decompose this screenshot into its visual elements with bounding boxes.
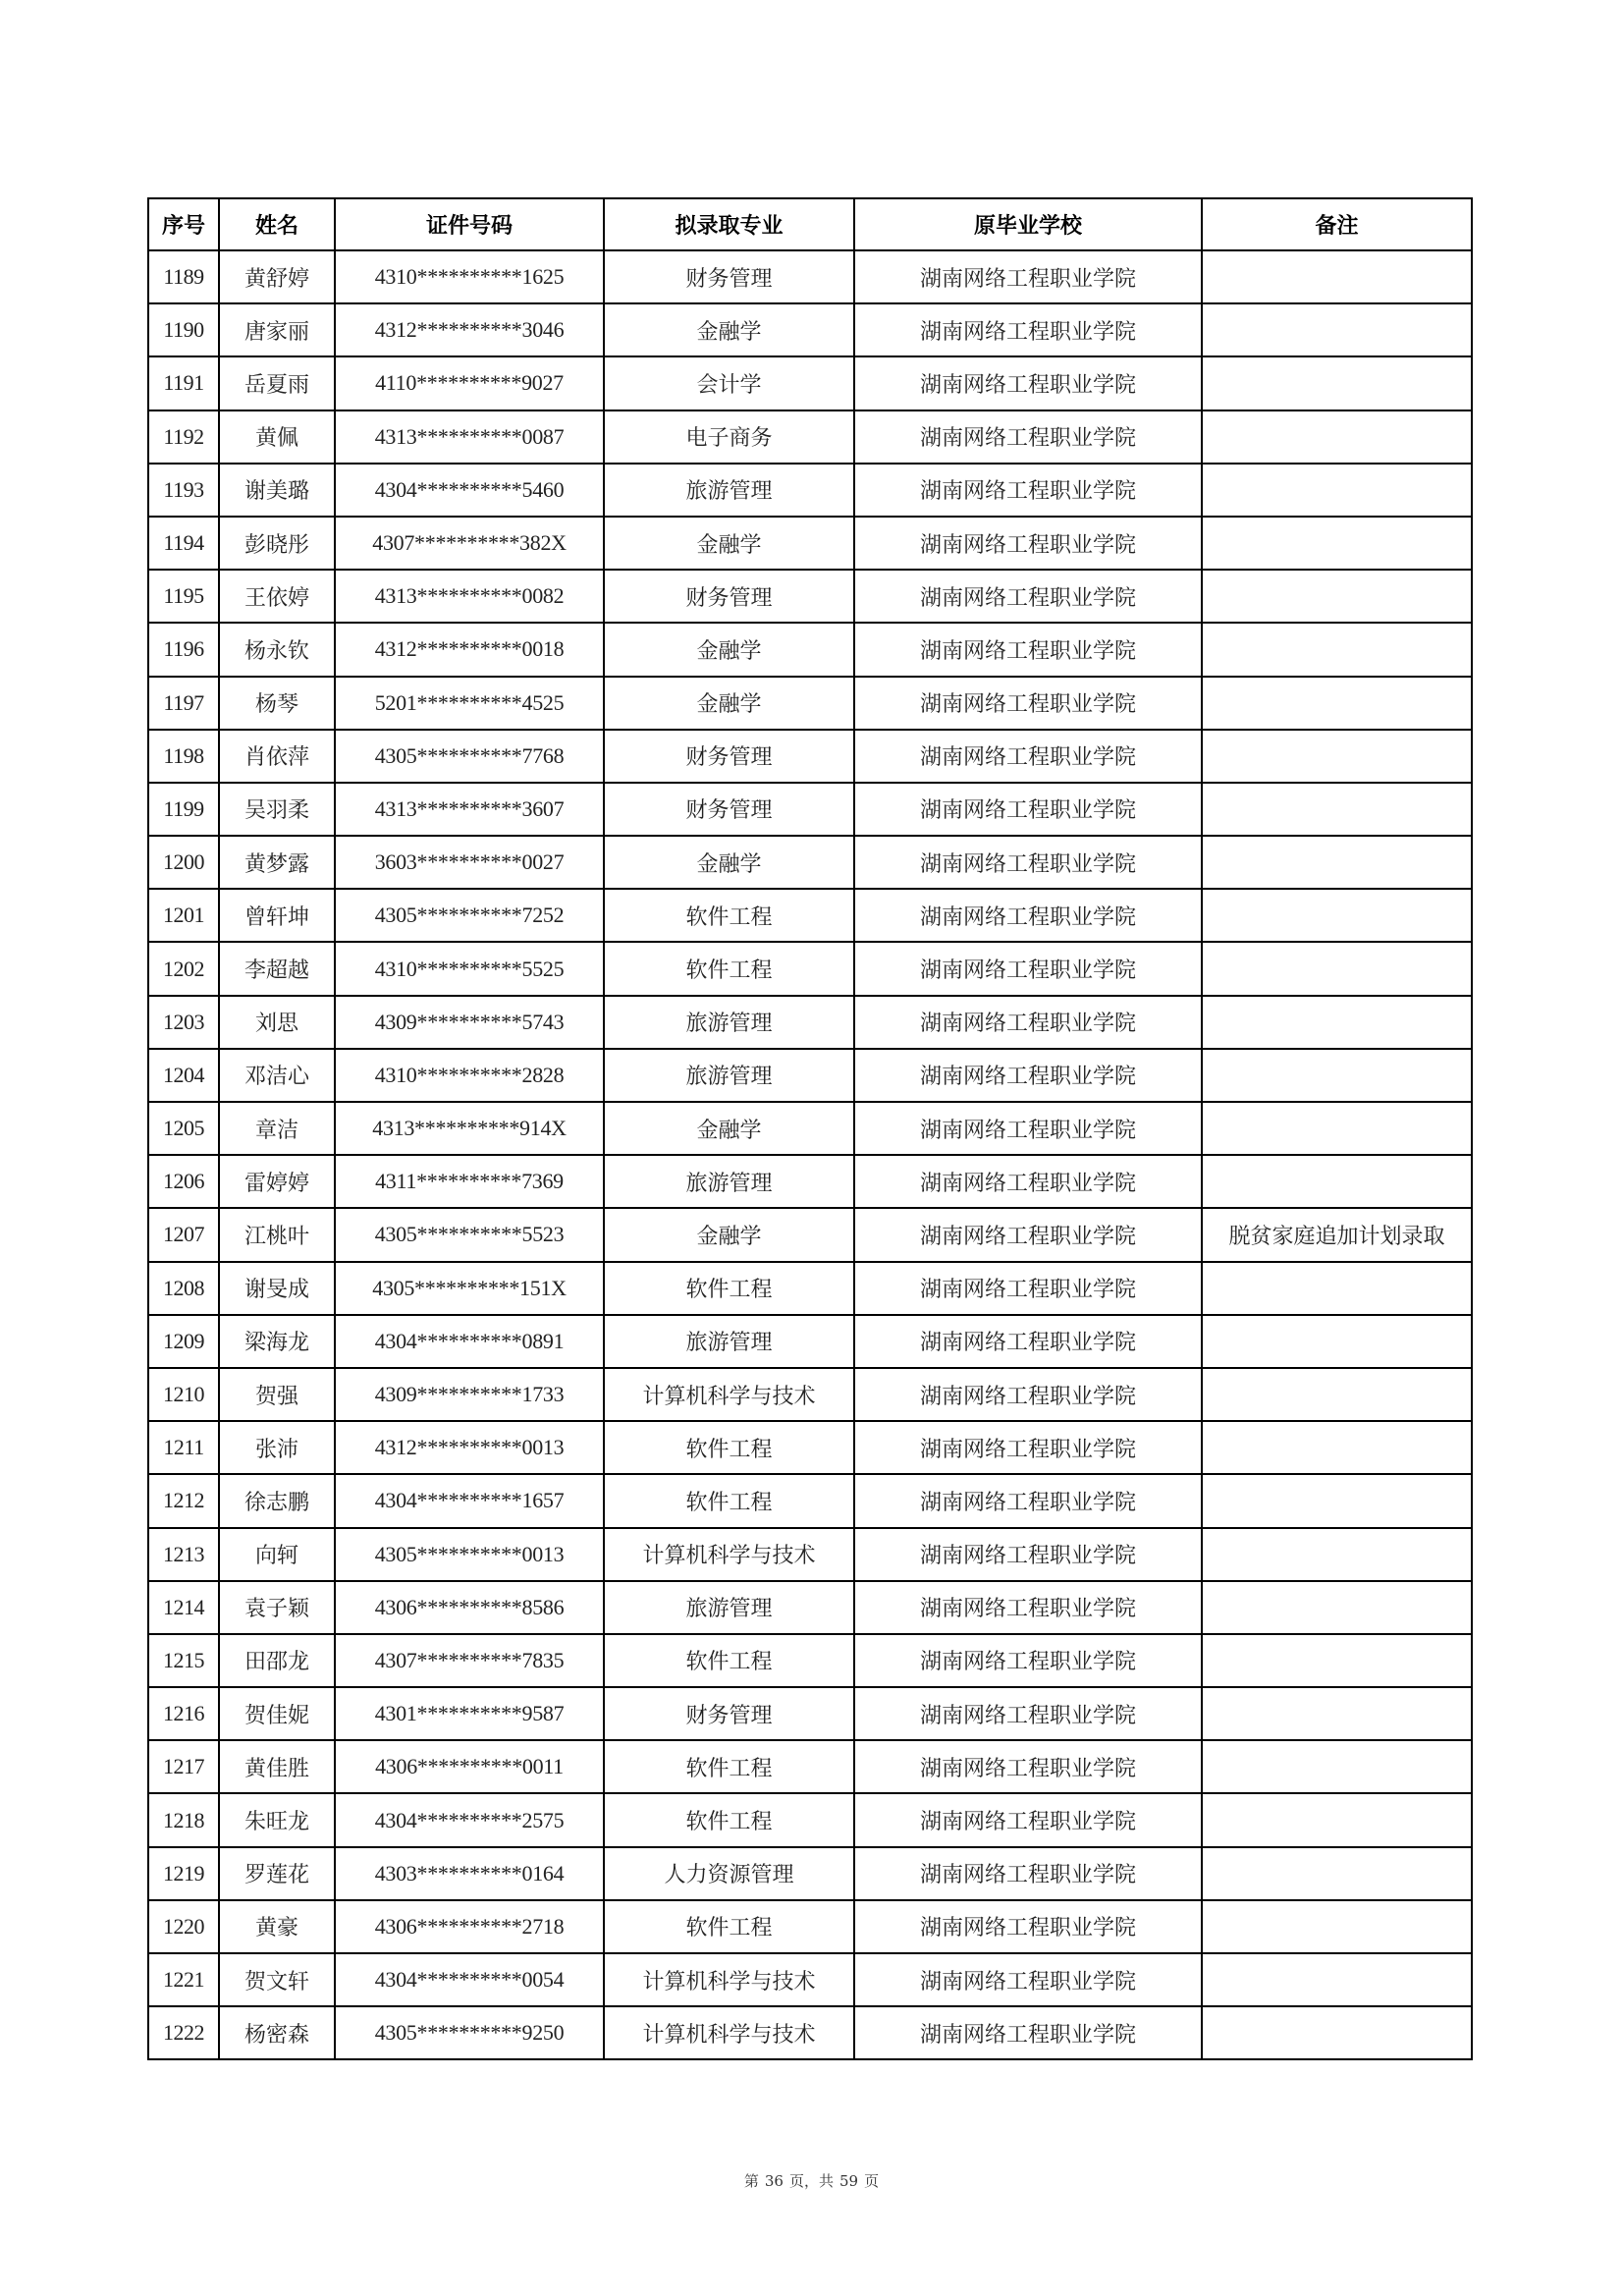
cell-major: 财务管理 bbox=[604, 250, 854, 303]
cell-id-number: 4309**********1733 bbox=[335, 1368, 604, 1421]
table-row bbox=[148, 1315, 1472, 1368]
cell-id-number: 4305**********7252 bbox=[335, 889, 604, 942]
cell-serial-number: 1209 bbox=[148, 1315, 219, 1368]
cell-name: 黄梦露 bbox=[219, 836, 335, 889]
table-row bbox=[148, 889, 1472, 942]
cell-id-number: 4304**********5460 bbox=[335, 464, 604, 517]
footer-prefix: 第 bbox=[743, 2172, 759, 2190]
cell-name: 向轲 bbox=[219, 1528, 335, 1581]
cell-remarks bbox=[1202, 1262, 1472, 1315]
cell-major: 人力资源管理 bbox=[604, 1847, 854, 1900]
cell-serial-number: 1221 bbox=[148, 1953, 219, 2006]
cell-serial-number: 1194 bbox=[148, 517, 219, 570]
cell-serial-number: 1222 bbox=[148, 2006, 219, 2059]
cell-serial-number: 1205 bbox=[148, 1102, 219, 1155]
cell-major: 会计学 bbox=[604, 356, 854, 410]
table-row bbox=[148, 2006, 1472, 2059]
cell-major: 计算机科学与技术 bbox=[604, 1528, 854, 1581]
cell-remarks bbox=[1202, 942, 1472, 995]
cell-remarks bbox=[1202, 2006, 1472, 2059]
cell-name: 曾轩坤 bbox=[219, 889, 335, 942]
cell-name: 岳夏雨 bbox=[219, 356, 335, 410]
table-row bbox=[148, 410, 1472, 464]
cell-serial-number: 1195 bbox=[148, 570, 219, 623]
cell-serial-number: 1217 bbox=[148, 1740, 219, 1793]
total-page-count: 59 bbox=[839, 2172, 859, 2190]
cell-remarks bbox=[1202, 410, 1472, 464]
cell-id-number: 4312**********0018 bbox=[335, 623, 604, 676]
cell-name: 田邵龙 bbox=[219, 1634, 335, 1687]
cell-id-number: 4313**********914X bbox=[335, 1102, 604, 1155]
cell-previous-school: 湖南网络工程职业学院 bbox=[854, 1900, 1202, 1953]
cell-previous-school: 湖南网络工程职业学院 bbox=[854, 2006, 1202, 2059]
cell-remarks bbox=[1202, 1421, 1472, 1474]
cell-major: 电子商务 bbox=[604, 410, 854, 464]
cell-previous-school: 湖南网络工程职业学院 bbox=[854, 410, 1202, 464]
cell-major: 计算机科学与技术 bbox=[604, 2006, 854, 2059]
cell-remarks bbox=[1202, 1900, 1472, 1953]
cell-serial-number: 1196 bbox=[148, 623, 219, 676]
cell-name: 梁海龙 bbox=[219, 1315, 335, 1368]
cell-remarks bbox=[1202, 836, 1472, 889]
cell-previous-school: 湖南网络工程职业学院 bbox=[854, 356, 1202, 410]
table-row bbox=[148, 677, 1472, 730]
cell-major: 软件工程 bbox=[604, 889, 854, 942]
cell-serial-number: 1207 bbox=[148, 1208, 219, 1261]
cell-previous-school: 湖南网络工程职业学院 bbox=[854, 889, 1202, 942]
cell-serial-number: 1208 bbox=[148, 1262, 219, 1315]
table-row bbox=[148, 942, 1472, 995]
table-row bbox=[148, 1368, 1472, 1421]
cell-previous-school: 湖南网络工程职业学院 bbox=[854, 1581, 1202, 1634]
cell-name: 张沛 bbox=[219, 1421, 335, 1474]
cell-name: 黄佳胜 bbox=[219, 1740, 335, 1793]
cell-remarks bbox=[1202, 1581, 1472, 1634]
cell-remarks bbox=[1202, 356, 1472, 410]
cell-id-number: 4304**********0891 bbox=[335, 1315, 604, 1368]
current-page-number: 36 bbox=[764, 2172, 784, 2190]
cell-major: 旅游管理 bbox=[604, 1049, 854, 1102]
cell-remarks bbox=[1202, 1474, 1472, 1527]
cell-major: 软件工程 bbox=[604, 1262, 854, 1315]
table-row bbox=[148, 1847, 1472, 1900]
cell-remarks bbox=[1202, 623, 1472, 676]
cell-name: 李超越 bbox=[219, 942, 335, 995]
cell-previous-school: 湖南网络工程职业学院 bbox=[854, 1102, 1202, 1155]
cell-serial-number: 1192 bbox=[148, 410, 219, 464]
cell-major: 软件工程 bbox=[604, 1793, 854, 1846]
cell-remarks bbox=[1202, 677, 1472, 730]
table-row bbox=[148, 464, 1472, 517]
cell-id-number: 4305**********9250 bbox=[335, 2006, 604, 2059]
cell-id-number: 4313**********0082 bbox=[335, 570, 604, 623]
cell-previous-school: 湖南网络工程职业学院 bbox=[854, 464, 1202, 517]
cell-remarks bbox=[1202, 464, 1472, 517]
cell-previous-school: 湖南网络工程职业学院 bbox=[854, 783, 1202, 836]
cell-serial-number: 1212 bbox=[148, 1474, 219, 1527]
cell-remarks bbox=[1202, 996, 1472, 1049]
cell-id-number: 4310**********2828 bbox=[335, 1049, 604, 1102]
cell-name: 王依婷 bbox=[219, 570, 335, 623]
cell-major: 软件工程 bbox=[604, 1421, 854, 1474]
cell-serial-number: 1211 bbox=[148, 1421, 219, 1474]
cell-id-number: 4304**********2575 bbox=[335, 1793, 604, 1846]
cell-major: 软件工程 bbox=[604, 942, 854, 995]
cell-serial-number: 1191 bbox=[148, 356, 219, 410]
cell-id-number: 4306**********2718 bbox=[335, 1900, 604, 1953]
cell-name: 章洁 bbox=[219, 1102, 335, 1155]
cell-id-number: 4303**********0164 bbox=[335, 1847, 604, 1900]
cell-remarks bbox=[1202, 517, 1472, 570]
cell-major: 旅游管理 bbox=[604, 464, 854, 517]
header-previous-school: 原毕业学校 bbox=[854, 198, 1202, 250]
cell-remarks bbox=[1202, 1793, 1472, 1846]
cell-serial-number: 1198 bbox=[148, 730, 219, 783]
cell-name: 彭晓彤 bbox=[219, 517, 335, 570]
cell-major: 旅游管理 bbox=[604, 1315, 854, 1368]
cell-id-number: 4309**********5743 bbox=[335, 996, 604, 1049]
cell-id-number: 4305**********7768 bbox=[335, 730, 604, 783]
cell-previous-school: 湖南网络工程职业学院 bbox=[854, 1049, 1202, 1102]
cell-previous-school: 湖南网络工程职业学院 bbox=[854, 1687, 1202, 1740]
cell-name: 贺佳妮 bbox=[219, 1687, 335, 1740]
cell-serial-number: 1201 bbox=[148, 889, 219, 942]
cell-remarks bbox=[1202, 1953, 1472, 2006]
table-row bbox=[148, 1049, 1472, 1102]
cell-previous-school: 湖南网络工程职业学院 bbox=[854, 1528, 1202, 1581]
cell-remarks bbox=[1202, 730, 1472, 783]
table-row bbox=[148, 1581, 1472, 1634]
cell-major: 软件工程 bbox=[604, 1634, 854, 1687]
cell-id-number: 4306**********8586 bbox=[335, 1581, 604, 1634]
table-row bbox=[148, 1634, 1472, 1687]
cell-serial-number: 1200 bbox=[148, 836, 219, 889]
cell-name: 江桃叶 bbox=[219, 1208, 335, 1261]
cell-major: 金融学 bbox=[604, 623, 854, 676]
cell-previous-school: 湖南网络工程职业学院 bbox=[854, 730, 1202, 783]
cell-major: 旅游管理 bbox=[604, 1581, 854, 1634]
cell-serial-number: 1189 bbox=[148, 250, 219, 303]
cell-id-number: 4301**********9587 bbox=[335, 1687, 604, 1740]
cell-previous-school: 湖南网络工程职业学院 bbox=[854, 250, 1202, 303]
cell-previous-school: 湖南网络工程职业学院 bbox=[854, 1208, 1202, 1261]
cell-remarks bbox=[1202, 303, 1472, 356]
table-row bbox=[148, 1262, 1472, 1315]
table-row bbox=[148, 1155, 1472, 1208]
cell-previous-school: 湖南网络工程职业学院 bbox=[854, 1474, 1202, 1527]
cell-remarks bbox=[1202, 889, 1472, 942]
cell-remarks bbox=[1202, 1740, 1472, 1793]
table-row bbox=[148, 303, 1472, 356]
cell-name: 朱旺龙 bbox=[219, 1793, 335, 1846]
cell-previous-school: 湖南网络工程职业学院 bbox=[854, 942, 1202, 995]
cell-name: 雷婷婷 bbox=[219, 1155, 335, 1208]
cell-previous-school: 湖南网络工程职业学院 bbox=[854, 1155, 1202, 1208]
table-row bbox=[148, 517, 1472, 570]
cell-previous-school: 湖南网络工程职业学院 bbox=[854, 623, 1202, 676]
cell-name: 谢美璐 bbox=[219, 464, 335, 517]
cell-id-number: 4310**********5525 bbox=[335, 942, 604, 995]
table-row bbox=[148, 996, 1472, 1049]
cell-id-number: 4312**********3046 bbox=[335, 303, 604, 356]
table-row bbox=[148, 623, 1472, 676]
cell-major: 软件工程 bbox=[604, 1900, 854, 1953]
cell-id-number: 4110**********9027 bbox=[335, 356, 604, 410]
cell-remarks bbox=[1202, 1155, 1472, 1208]
cell-major: 金融学 bbox=[604, 836, 854, 889]
cell-name: 唐家丽 bbox=[219, 303, 335, 356]
cell-major: 金融学 bbox=[604, 1102, 854, 1155]
table-row bbox=[148, 356, 1472, 410]
cell-serial-number: 1213 bbox=[148, 1528, 219, 1581]
cell-name: 杨密森 bbox=[219, 2006, 335, 2059]
cell-id-number: 4306**********0011 bbox=[335, 1740, 604, 1793]
cell-serial-number: 1219 bbox=[148, 1847, 219, 1900]
cell-major: 软件工程 bbox=[604, 1740, 854, 1793]
table-row bbox=[148, 1421, 1472, 1474]
cell-name: 肖依萍 bbox=[219, 730, 335, 783]
cell-name: 杨琴 bbox=[219, 677, 335, 730]
cell-previous-school: 湖南网络工程职业学院 bbox=[854, 303, 1202, 356]
table-row bbox=[148, 836, 1472, 889]
cell-previous-school: 湖南网络工程职业学院 bbox=[854, 1847, 1202, 1900]
table-row bbox=[148, 1953, 1472, 2006]
cell-name: 贺文轩 bbox=[219, 1953, 335, 2006]
cell-previous-school: 湖南网络工程职业学院 bbox=[854, 677, 1202, 730]
table-row bbox=[148, 250, 1472, 303]
cell-id-number: 4304**********1657 bbox=[335, 1474, 604, 1527]
cell-name: 袁子颖 bbox=[219, 1581, 335, 1634]
cell-name: 黄豪 bbox=[219, 1900, 335, 1953]
cell-name: 罗莲花 bbox=[219, 1847, 335, 1900]
cell-id-number: 5201**********4525 bbox=[335, 677, 604, 730]
table-row bbox=[148, 730, 1472, 783]
cell-previous-school: 湖南网络工程职业学院 bbox=[854, 1368, 1202, 1421]
header-name: 姓名 bbox=[219, 198, 335, 250]
cell-name: 邓洁心 bbox=[219, 1049, 335, 1102]
cell-serial-number: 1204 bbox=[148, 1049, 219, 1102]
cell-remarks bbox=[1202, 1368, 1472, 1421]
cell-name: 吴羽柔 bbox=[219, 783, 335, 836]
cell-remarks bbox=[1202, 1687, 1472, 1740]
cell-serial-number: 1206 bbox=[148, 1155, 219, 1208]
cell-major: 财务管理 bbox=[604, 570, 854, 623]
table-row bbox=[148, 1900, 1472, 1953]
cell-remarks bbox=[1202, 1315, 1472, 1368]
cell-id-number: 4304**********0054 bbox=[335, 1953, 604, 2006]
cell-serial-number: 1215 bbox=[148, 1634, 219, 1687]
table-row bbox=[148, 1687, 1472, 1740]
cell-major: 财务管理 bbox=[604, 730, 854, 783]
cell-id-number: 4305**********151X bbox=[335, 1262, 604, 1315]
cell-previous-school: 湖南网络工程职业学院 bbox=[854, 1953, 1202, 2006]
cell-serial-number: 1214 bbox=[148, 1581, 219, 1634]
table-row bbox=[148, 1102, 1472, 1155]
header-major: 拟录取专业 bbox=[604, 198, 854, 250]
cell-previous-school: 湖南网络工程职业学院 bbox=[854, 1634, 1202, 1687]
admission-roster-table bbox=[147, 197, 1473, 2060]
header-serial-number: 序号 bbox=[148, 198, 219, 250]
cell-name: 贺强 bbox=[219, 1368, 335, 1421]
page-footer bbox=[0, 2170, 1623, 2191]
cell-id-number: 4313**********0087 bbox=[335, 410, 604, 464]
cell-serial-number: 1220 bbox=[148, 1900, 219, 1953]
cell-major: 旅游管理 bbox=[604, 996, 854, 1049]
cell-remarks bbox=[1202, 783, 1472, 836]
cell-name: 黄舒婷 bbox=[219, 250, 335, 303]
cell-previous-school: 湖南网络工程职业学院 bbox=[854, 836, 1202, 889]
table-header-row bbox=[148, 198, 1472, 250]
cell-major: 财务管理 bbox=[604, 783, 854, 836]
cell-serial-number: 1202 bbox=[148, 942, 219, 995]
cell-name: 谢旻成 bbox=[219, 1262, 335, 1315]
cell-previous-school: 湖南网络工程职业学院 bbox=[854, 1740, 1202, 1793]
cell-id-number: 3603**********0027 bbox=[335, 836, 604, 889]
table-row bbox=[148, 1528, 1472, 1581]
cell-remarks bbox=[1202, 250, 1472, 303]
cell-name: 刘思 bbox=[219, 996, 335, 1049]
table-row bbox=[148, 1208, 1472, 1261]
table-row bbox=[148, 1474, 1472, 1527]
cell-serial-number: 1210 bbox=[148, 1368, 219, 1421]
cell-name: 黄佩 bbox=[219, 410, 335, 464]
cell-serial-number: 1216 bbox=[148, 1687, 219, 1740]
cell-serial-number: 1203 bbox=[148, 996, 219, 1049]
cell-id-number: 4310**********1625 bbox=[335, 250, 604, 303]
cell-serial-number: 1193 bbox=[148, 464, 219, 517]
cell-id-number: 4305**********0013 bbox=[335, 1528, 604, 1581]
cell-id-number: 4311**********7369 bbox=[335, 1155, 604, 1208]
cell-name: 徐志鹏 bbox=[219, 1474, 335, 1527]
cell-previous-school: 湖南网络工程职业学院 bbox=[854, 1315, 1202, 1368]
cell-id-number: 4307**********382X bbox=[335, 517, 604, 570]
cell-remarks bbox=[1202, 1528, 1472, 1581]
header-remarks: 备注 bbox=[1202, 198, 1472, 250]
cell-id-number: 4312**********0013 bbox=[335, 1421, 604, 1474]
cell-remarks bbox=[1202, 1634, 1472, 1687]
cell-serial-number: 1197 bbox=[148, 677, 219, 730]
cell-major: 金融学 bbox=[604, 517, 854, 570]
cell-serial-number: 1199 bbox=[148, 783, 219, 836]
header-id-number: 证件号码 bbox=[335, 198, 604, 250]
cell-major: 软件工程 bbox=[604, 1474, 854, 1527]
footer-suffix: 页 bbox=[864, 2172, 880, 2190]
cell-previous-school: 湖南网络工程职业学院 bbox=[854, 996, 1202, 1049]
cell-remarks bbox=[1202, 1847, 1472, 1900]
cell-id-number: 4307**********7835 bbox=[335, 1634, 604, 1687]
cell-serial-number: 1190 bbox=[148, 303, 219, 356]
cell-serial-number: 1218 bbox=[148, 1793, 219, 1846]
cell-major: 计算机科学与技术 bbox=[604, 1368, 854, 1421]
cell-major: 金融学 bbox=[604, 677, 854, 730]
table-row bbox=[148, 570, 1472, 623]
cell-major: 旅游管理 bbox=[604, 1155, 854, 1208]
cell-remarks: 脱贫家庭追加计划录取 bbox=[1202, 1208, 1472, 1261]
cell-previous-school: 湖南网络工程职业学院 bbox=[854, 1421, 1202, 1474]
cell-major: 金融学 bbox=[604, 1208, 854, 1261]
cell-previous-school: 湖南网络工程职业学院 bbox=[854, 570, 1202, 623]
table-row bbox=[148, 1740, 1472, 1793]
cell-previous-school: 湖南网络工程职业学院 bbox=[854, 517, 1202, 570]
table-row bbox=[148, 1793, 1472, 1846]
cell-remarks bbox=[1202, 1102, 1472, 1155]
footer-page-word: 页，共 bbox=[788, 2172, 834, 2190]
cell-major: 计算机科学与技术 bbox=[604, 1953, 854, 2006]
cell-remarks bbox=[1202, 570, 1472, 623]
cell-name: 杨永钦 bbox=[219, 623, 335, 676]
cell-remarks bbox=[1202, 1049, 1472, 1102]
cell-major: 财务管理 bbox=[604, 1687, 854, 1740]
cell-id-number: 4305**********5523 bbox=[335, 1208, 604, 1261]
table-row bbox=[148, 783, 1472, 836]
cell-previous-school: 湖南网络工程职业学院 bbox=[854, 1793, 1202, 1846]
table-body bbox=[148, 250, 1472, 2059]
cell-previous-school: 湖南网络工程职业学院 bbox=[854, 1262, 1202, 1315]
cell-id-number: 4313**********3607 bbox=[335, 783, 604, 836]
cell-major: 金融学 bbox=[604, 303, 854, 356]
